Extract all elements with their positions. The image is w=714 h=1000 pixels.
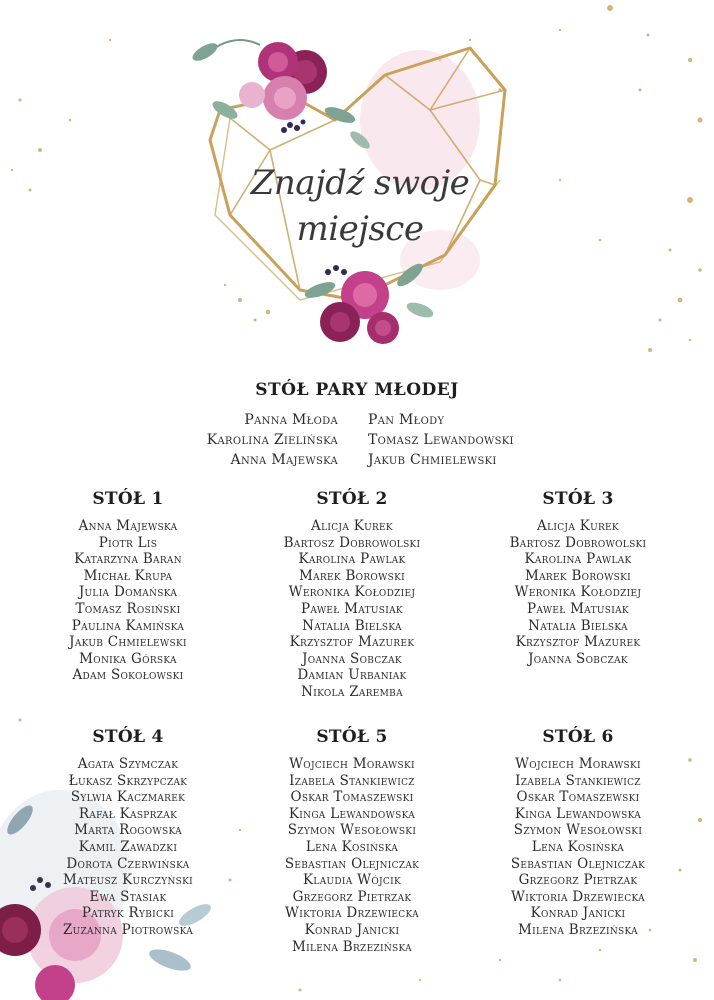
guest-name: Michał Krupa bbox=[83, 567, 173, 584]
table-3 bbox=[463, 486, 693, 667]
guest-name: Izabela Stankiewicz bbox=[289, 772, 415, 789]
couple-guest: Pan Młody bbox=[368, 412, 445, 428]
guest-name: Grzegorz Pietrzak bbox=[292, 888, 412, 905]
guest-name: Weronika Kołodziej bbox=[288, 584, 416, 601]
guest-name: Piotr Lis bbox=[98, 534, 158, 551]
guest-name: Klaudia Wójcik bbox=[303, 872, 401, 889]
guest-name: Bartosz Dobrowolski bbox=[509, 534, 647, 551]
guest-name: Mateusz Kurczyński bbox=[63, 872, 193, 889]
guest-name: Marek Borowski bbox=[298, 567, 406, 584]
table-5 bbox=[237, 724, 467, 955]
guest-name: Wiktoria Drzewiecka bbox=[285, 905, 419, 922]
couple-table-title: STÓŁ PARY MŁODEJ bbox=[255, 380, 459, 400]
guest-name: Wiktoria Drzewiecka bbox=[511, 888, 645, 905]
guest-name: Natalia Bielska bbox=[528, 617, 628, 634]
guest-name: Zuzanna Piotrowska bbox=[62, 921, 194, 938]
guest-name: Milena Brzezińska bbox=[518, 921, 638, 938]
guest-name: Weronika Kołodziej bbox=[514, 584, 642, 601]
couple-guest: Panna Młoda bbox=[244, 412, 338, 428]
guest-name: Sebastian Olejniczak bbox=[510, 855, 646, 872]
page-heading bbox=[240, 160, 480, 252]
guest-name: Konrad Janicki bbox=[530, 905, 626, 922]
guest-name: Milena Brzezińska bbox=[292, 938, 412, 955]
table-title: STÓŁ 2 bbox=[316, 489, 388, 509]
guest-name: Nikola Zaremba bbox=[301, 683, 403, 700]
guest-name: Tomasz Rosiński bbox=[75, 600, 181, 617]
guest-name: Karolina Pawlak bbox=[524, 551, 632, 568]
guest-name: Paweł Matusiak bbox=[301, 600, 403, 617]
guest-name: Krzysztof Mazurek bbox=[515, 634, 641, 651]
guest-name: Marek Borowski bbox=[524, 567, 632, 584]
guest-name: Paulina Kamińska bbox=[71, 617, 185, 634]
guest-name: Kinga Lewandowska bbox=[288, 805, 416, 822]
guest-name: Kamil Zawadzki bbox=[78, 838, 178, 855]
guest-name: Jakub Chmielewski bbox=[69, 634, 187, 651]
heading-line-1: Znajdź swoje bbox=[250, 163, 470, 203]
guest-name: Szymon Wesołowski bbox=[513, 822, 643, 839]
guest-name: Adam Sokołowski bbox=[72, 667, 184, 684]
guest-name: Anna Majewska bbox=[78, 518, 178, 534]
guest-name: Łukasz Skrzypczak bbox=[68, 772, 188, 789]
couple-guest: Karolina Zielińska bbox=[206, 432, 338, 448]
guest-name: Marta Rogowska bbox=[74, 822, 182, 839]
guest-name: Szymon Wesołowski bbox=[287, 822, 417, 839]
table-6 bbox=[463, 724, 693, 939]
guest-name: Natalia Bielska bbox=[302, 617, 402, 634]
guest-name: Karolina Pawlak bbox=[298, 551, 406, 568]
table-title: STÓŁ 1 bbox=[92, 489, 164, 509]
guest-name: Agata Szymczak bbox=[77, 756, 179, 772]
guest-name: Patryk Rybicki bbox=[81, 905, 175, 922]
table-title: STÓŁ 6 bbox=[542, 727, 614, 747]
guest-name: Alicja Kurek bbox=[537, 518, 619, 534]
guest-name: Ewa Stasiak bbox=[89, 888, 167, 905]
couple-guest: Tomasz Lewandowski bbox=[368, 432, 514, 448]
guest-name: Sebastian Olejniczak bbox=[284, 855, 420, 872]
guest-name: Wojciech Morawski bbox=[515, 756, 641, 772]
guest-name: Krzysztof Mazurek bbox=[289, 634, 415, 651]
table-1 bbox=[13, 486, 243, 684]
guest-name: Rafał Kasprzak bbox=[78, 805, 178, 822]
guest-name: Lena Kosińska bbox=[531, 838, 625, 855]
guest-name: Katarzyna Baran bbox=[74, 551, 182, 568]
guest-name: Dorota Czerwińska bbox=[66, 855, 190, 872]
guest-name: Konrad Janicki bbox=[304, 921, 400, 938]
guest-name: Izabela Stankiewicz bbox=[515, 772, 641, 789]
guest-name: Monika Górska bbox=[79, 650, 177, 667]
guest-name: Oskar Tomaszewski bbox=[516, 789, 640, 806]
table-title: STÓŁ 3 bbox=[542, 489, 614, 509]
guest-name: Kinga Lewandowska bbox=[514, 805, 642, 822]
guest-name: Alicja Kurek bbox=[311, 518, 393, 534]
guest-name: Lena Kosińska bbox=[305, 838, 399, 855]
couple-guest: Anna Majewska bbox=[230, 452, 338, 468]
table-title: STÓŁ 5 bbox=[316, 727, 388, 747]
guest-name: Bartosz Dobrowolski bbox=[283, 534, 421, 551]
table-4 bbox=[13, 724, 243, 939]
guest-name: Oskar Tomaszewski bbox=[290, 789, 414, 806]
couple-table-right-column bbox=[368, 410, 514, 470]
guest-name: Grzegorz Pietrzak bbox=[518, 872, 638, 889]
guest-name: Wojciech Morawski bbox=[289, 756, 415, 772]
table-2 bbox=[237, 486, 467, 701]
heart-bottom-flowers bbox=[303, 260, 435, 344]
guest-name: Julia Domańska bbox=[78, 584, 178, 601]
guest-name: Joanna Sobczak bbox=[302, 650, 402, 667]
heading-line-2: miejsce bbox=[296, 209, 424, 249]
couple-guest: Jakub Chmielewski bbox=[368, 452, 497, 468]
table-title: STÓŁ 4 bbox=[92, 727, 164, 747]
couple-table-left-column bbox=[207, 410, 338, 470]
guest-name: Paweł Matusiak bbox=[527, 600, 629, 617]
guest-name: Damian Urbaniak bbox=[297, 667, 407, 684]
top-left-flowers bbox=[190, 40, 373, 152]
guest-name: Joanna Sobczak bbox=[528, 650, 628, 667]
guest-name: Sylwia Kaczmarek bbox=[70, 789, 186, 806]
